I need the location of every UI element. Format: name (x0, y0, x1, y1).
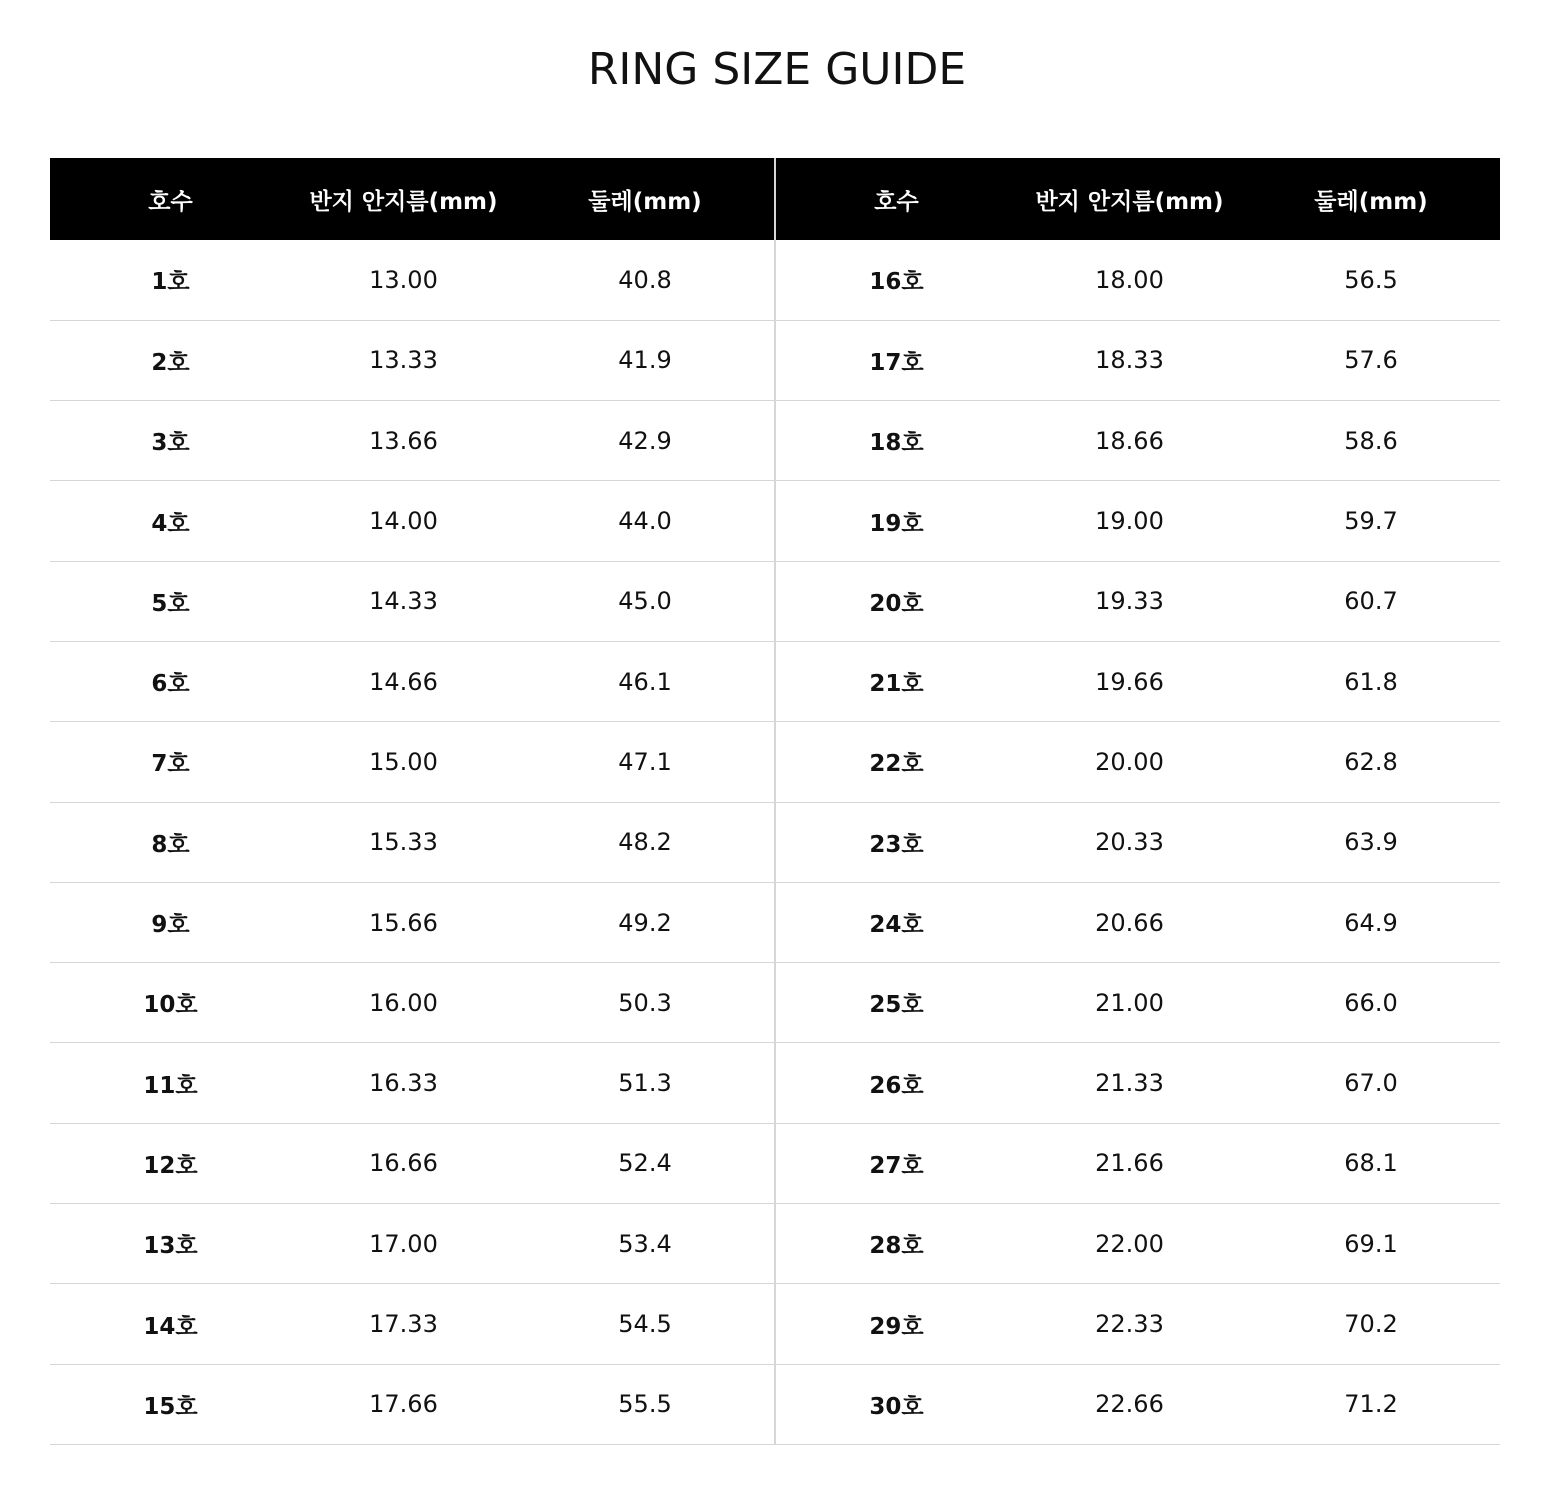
diameter-cell: 18.33 (1095, 346, 1164, 375)
circumference-cell: 53.4 (618, 1229, 672, 1258)
circumference-cell: 58.6 (1344, 426, 1398, 455)
table-row (50, 1284, 774, 1364)
circumference-cell: 68.1 (1344, 1149, 1398, 1178)
diameter-cell: 21.66 (1095, 1149, 1164, 1178)
circumference-cell: 54.5 (618, 1310, 672, 1338)
circumference-cell: 46.1 (618, 667, 672, 696)
table-row (776, 882, 1500, 962)
circumference-cell: 52.4 (618, 1149, 672, 1178)
diameter-cell: 13.66 (369, 426, 438, 455)
size-table-right-panel (776, 158, 1500, 1445)
table-row (50, 1123, 774, 1203)
diameter-cell: 22.66 (1095, 1390, 1164, 1419)
table-row (50, 561, 774, 641)
circumference-cell: 49.2 (618, 908, 672, 937)
header-size: 호수 (148, 188, 193, 215)
size-cell: 1호 (151, 269, 190, 296)
size-table-left (50, 158, 774, 1445)
circumference-cell: 45.0 (618, 587, 672, 616)
size-cell: 11호 (143, 1072, 198, 1099)
table-row (50, 641, 774, 721)
header-inner-diameter: 반지 안지름(mm) (309, 188, 498, 215)
page-title: RING SIZE GUIDE (587, 44, 967, 95)
table-header-row (50, 158, 774, 240)
table-row (776, 802, 1500, 882)
size-cell: 25호 (869, 992, 924, 1019)
diameter-cell: 22.33 (1095, 1310, 1164, 1338)
size-cell: 2호 (151, 349, 190, 376)
size-cell: 4호 (151, 510, 190, 537)
table-row (50, 802, 774, 882)
diameter-cell: 16.00 (369, 988, 438, 1017)
table-row (776, 1204, 1500, 1284)
size-cell: 8호 (151, 831, 190, 858)
diameter-cell: 19.66 (1095, 667, 1164, 696)
diameter-cell: 16.33 (369, 1069, 438, 1098)
size-cell: 23호 (869, 831, 924, 858)
diameter-cell: 20.66 (1095, 908, 1164, 937)
circumference-cell: 59.7 (1344, 507, 1398, 536)
size-cell: 5호 (151, 590, 190, 617)
circumference-cell: 69.1 (1344, 1229, 1398, 1258)
diameter-cell: 20.00 (1095, 747, 1164, 776)
diameter-cell: 14.33 (369, 587, 438, 616)
size-table-right (776, 158, 1500, 1445)
size-cell: 29호 (869, 1313, 924, 1340)
table-row (776, 401, 1500, 481)
size-cell: 18호 (869, 430, 924, 457)
size-cell: 14호 (143, 1313, 198, 1340)
size-cell: 28호 (869, 1233, 924, 1260)
diameter-cell: 17.66 (369, 1390, 438, 1419)
circumference-cell: 55.5 (618, 1390, 672, 1419)
table-row (776, 1043, 1500, 1123)
diameter-cell: 16.66 (369, 1149, 438, 1178)
table-row (50, 1043, 774, 1123)
table-row (776, 1123, 1500, 1203)
size-table-left-panel (50, 158, 776, 1445)
table-row (50, 481, 774, 561)
diameter-cell: 19.00 (1095, 507, 1164, 536)
size-cell: 21호 (869, 671, 924, 698)
diameter-cell: 13.33 (369, 346, 438, 375)
diameter-cell: 22.00 (1095, 1229, 1164, 1258)
diameter-cell: 18.00 (1095, 265, 1164, 294)
size-cell: 20호 (869, 590, 924, 617)
table-row (776, 1284, 1500, 1364)
size-cell: 27호 (869, 1152, 924, 1179)
diameter-cell: 21.33 (1095, 1069, 1164, 1098)
size-table-left-body (50, 240, 774, 1444)
table-row (776, 481, 1500, 561)
size-cell: 24호 (869, 912, 924, 939)
table-row (776, 561, 1500, 641)
size-cell: 19호 (869, 510, 924, 537)
diameter-cell: 17.33 (369, 1310, 438, 1338)
header-circumference: 둘레(mm) (588, 188, 702, 215)
diameter-cell: 15.33 (369, 828, 438, 857)
size-cell: 12호 (143, 1152, 198, 1179)
circumference-cell: 71.2 (1344, 1390, 1398, 1419)
size-cell: 22호 (869, 751, 924, 778)
size-table-right-body (776, 240, 1500, 1444)
ring-size-tables (50, 158, 1500, 1445)
circumference-cell: 51.3 (618, 1069, 672, 1098)
size-cell: 15호 (143, 1393, 198, 1420)
circumference-cell: 42.9 (618, 426, 672, 455)
table-row (50, 240, 774, 320)
table-row (776, 641, 1500, 721)
diameter-cell: 15.00 (369, 747, 438, 776)
circumference-cell: 70.2 (1344, 1310, 1398, 1338)
diameter-cell: 17.00 (369, 1229, 438, 1258)
table-row (50, 401, 774, 481)
table-row (50, 882, 774, 962)
table-row (776, 722, 1500, 802)
circumference-cell: 57.6 (1344, 346, 1398, 375)
circumference-cell: 60.7 (1344, 587, 1398, 616)
circumference-cell: 41.9 (618, 346, 672, 375)
diameter-cell: 19.33 (1095, 587, 1164, 616)
circumference-cell: 67.0 (1344, 1069, 1398, 1098)
circumference-cell: 48.2 (618, 828, 672, 857)
table-row (50, 1204, 774, 1284)
diameter-cell: 14.00 (369, 507, 438, 536)
header-inner-diameter: 반지 안지름(mm) (1035, 188, 1224, 215)
table-row (50, 1364, 774, 1444)
table-header-row (776, 158, 1500, 240)
table-row (776, 963, 1500, 1043)
size-cell: 13호 (143, 1233, 198, 1260)
table-row (776, 1364, 1500, 1444)
circumference-cell: 66.0 (1344, 988, 1398, 1017)
diameter-cell: 21.00 (1095, 988, 1164, 1017)
table-row (776, 240, 1500, 320)
diameter-cell: 20.33 (1095, 828, 1164, 857)
size-cell: 6호 (151, 671, 190, 698)
diameter-cell: 14.66 (369, 667, 438, 696)
diameter-cell: 15.66 (369, 908, 438, 937)
size-cell: 7호 (151, 751, 190, 778)
size-cell: 30호 (869, 1393, 924, 1420)
size-cell: 3호 (151, 430, 190, 457)
table-row (50, 320, 774, 400)
circumference-cell: 40.8 (618, 265, 672, 294)
circumference-cell: 61.8 (1344, 667, 1398, 696)
size-cell: 17호 (869, 349, 924, 376)
table-row (50, 722, 774, 802)
header-circumference: 둘레(mm) (1314, 188, 1428, 215)
size-cell: 9호 (151, 912, 190, 939)
header-size: 호수 (874, 188, 919, 215)
table-row (50, 963, 774, 1043)
size-cell: 26호 (869, 1072, 924, 1099)
circumference-cell: 50.3 (618, 988, 672, 1017)
circumference-cell: 44.0 (618, 507, 672, 536)
diameter-cell: 18.66 (1095, 426, 1164, 455)
size-cell: 10호 (143, 992, 198, 1019)
circumference-cell: 56.5 (1344, 265, 1398, 294)
size-cell: 16호 (869, 269, 924, 296)
circumference-cell: 64.9 (1344, 908, 1398, 937)
circumference-cell: 47.1 (618, 747, 672, 776)
circumference-cell: 62.8 (1344, 747, 1398, 776)
diameter-cell: 13.00 (369, 265, 438, 294)
circumference-cell: 63.9 (1344, 828, 1398, 857)
table-row (776, 320, 1500, 400)
